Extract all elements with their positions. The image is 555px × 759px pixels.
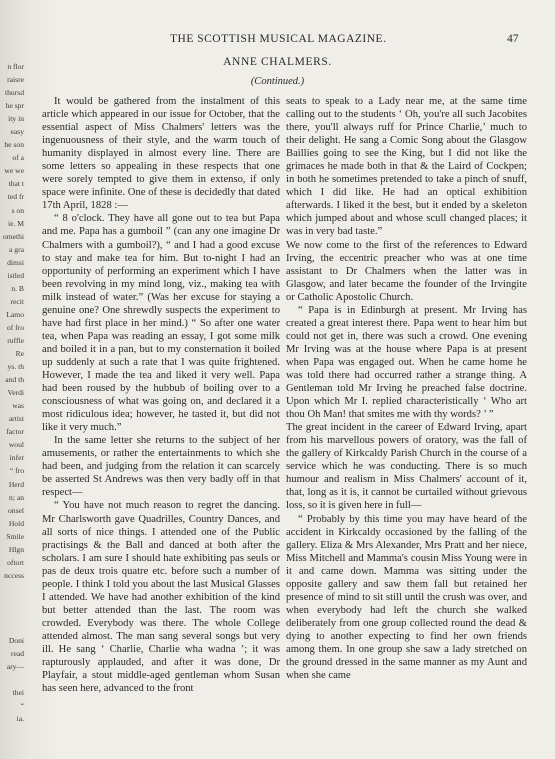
- gutter-fragment: [0, 621, 24, 634]
- gutter-fragment: ys. th: [7, 362, 24, 372]
- gutter-fragment: [0, 608, 24, 621]
- gutter-fragment: of fro: [6, 322, 24, 332]
- paragraph: It would be gathered from the instalment of this article which appeared in our issue for October, that the essential aspect of Miss Chalmers' letters was the ingenuousness of their style, and the warm touch of humanity displayed in almost every line. There are some letters so appealing in these respects that one were sorely tempted to give them in extenso, if only space were infinite. One of these is decidedly that dated 17th April, 1828 :—: [42, 96, 280, 212]
- gutter-fragment: of a: [12, 153, 24, 163]
- gutter-fragment: n. B: [11, 283, 24, 293]
- paragraph: In the same letter she returns to the subject of her amusements, or rather the entertainments to which she had been, and judging from the relation it can scarcely be asserted St Andrews was then very badly off in that respect—: [42, 435, 280, 499]
- continued-note: (Continued.): [250, 76, 305, 87]
- paragraph: “ You have not much reason to regret the dancing. Mr Charlsworth gave Quadrilles, Country Dances, and all sorts of nice things. I attended one of the Public practisings & the Ball and danced at both after the scholars. I am sure I should hate exhibiting pas seuls or pas de deux trois quatre etc. before such a number of people. I think I told you about the last Musical Glasses I attended. We have had another exhibition of the kind but better attended than the last. The room was crowded. Everybody was there. The whole College attended almost. The man sang several songs but very ill. He sang ‘ Charlie, Charlie wha wadna ’; it was rapturously applauded, and after it was done, Dr Playfair, a stout middle-aged gentleman whom Susan has seen here, advanced to the front: [42, 500, 280, 695]
- gutter-fragment: ie. M: [7, 218, 24, 228]
- gutter-fragment: that t: [8, 179, 24, 189]
- paragraph: We now come to the first of the references to Edward Irving, the eccentric preacher who was at one time assistant to Dr Chalmers when the latter was in Glasgow, and later became the founder of the Irvingite or Catholic Apostolic Church.: [286, 239, 527, 303]
- gutter-fragment: infer: [9, 453, 24, 463]
- gutter-fragment: a gra: [9, 244, 24, 254]
- gutter-fragment: “: [20, 701, 24, 711]
- paragraph: seats to speak to a Lady near me, at the same time calling out to the students ‘ Oh, you're all such Jacobites there, you'll always ruff for Prince Charlie,’ much to their delight. He sang a Comic Song about the Glasgow Baillies going to see the King, but I did not like the grimaces he made both in that & the Laird of Cockpen; in both he sometimes pretended to take a pinch of snuff, which I did like. He had an optical exhibition afterwards. I liked it the best, but it ended by a skeleton which jumped about and whose scull changed places; it was in very bad taste.”: [286, 96, 527, 238]
- gutter-fragment: we we: [4, 166, 24, 176]
- gutter-fragment: omethi: [2, 231, 24, 241]
- gutter-fragment: Lamo: [6, 309, 24, 319]
- gutter-fragment: nccess: [4, 570, 24, 580]
- gutter-fragment: Hlgn: [8, 544, 24, 554]
- gutter-fragment: and th: [5, 375, 24, 385]
- gutter-fragment: woul: [8, 440, 24, 450]
- gutter-fragment: thei: [12, 688, 24, 698]
- gutter-fragment: ruffle: [7, 335, 24, 345]
- gutter-fragment: ia.: [16, 714, 24, 724]
- gutter-fragment: ity in: [8, 114, 24, 124]
- gutter-fragment: [0, 595, 24, 608]
- paragraph: “ Papa is in Edinburgh at present. Mr Irving has created a great interest there. Papa went to hear him but could not get in, there was such a crowd. One evening Mr Irving was at the house where Papa is at present when Papa was engaged out. When he came home he was told there had occurred rather a strange thing. A Gentleman told Mr Irving he preached false doctrine. Upon which Mr I. replied characteristically ‘ Who art thou Oh Man! that smites me with thy words? ’ ”: [286, 304, 527, 421]
- gutter-fragment: dimsi: [7, 257, 24, 267]
- gutter-fragment: Herd: [8, 479, 24, 489]
- paragraph: “ Probably by this time you may have heard of the accident in Kirkcaldy occasioned by the falling of the gallery. Eliza & Mrs Alexander, Mrs Pratt and her niece, Miss Mitchell and Mamma's cousin Miss Young were in it and came down. Mamma was sitting under the opposite gallery and saw them fall but retained her presence of mind to sit still until the crush was over, and when everybody had left the church she walked deliberately from one group collected round the dead & dying to another expecting to find her own friends among them. In one group she saw a lady stretched on the ground dressed in the same manner as my Aunt and when she came: [286, 513, 527, 682]
- gutter-fragment: Smile: [6, 531, 24, 541]
- left-column: [42, 95, 280, 745]
- gutter-fragment: recit: [10, 296, 24, 306]
- paragraph: “ 8 o'clock. They have all gone out to tea but Papa and me. Papa has a gumboil ” (can any one imagine Dr Chalmers with a gumboil?), “ and I had a good excuse to stay and make tea for him. But to-night I had an opportunity of performing an experiment which I have been revolving in my mind long, viz., making tea with milk instead of water.” (Was her excuse for staying a genuine one? One shrewdly suspects the experiment to have had first place in her mind.) “ So after one water tea, when Papa was reading an essay, I got some milk and boiled it in a pan, but to my consternation it boiled up suddenly at such a rate that I was quite frightened. However, I made the tea and liked it very well. Papa had been roused by the hubbub of boiling over to a consciousness of what was going on, and declared it a most ridiculous idea; however, he tasted it, but did not like it very much.”: [42, 213, 280, 434]
- article-title: ANNE CHALMERS.: [223, 56, 332, 68]
- gutter-fragment: oftort: [7, 557, 24, 567]
- gutter-fragment: he spr: [5, 101, 24, 111]
- gutter-fragment: factor: [6, 427, 24, 437]
- gutter-fragment: read: [10, 649, 24, 659]
- gutter-fragment: Doni: [8, 636, 24, 646]
- gutter-fragment: “ fro: [9, 466, 24, 476]
- gutter-fragment: artist: [8, 414, 24, 424]
- gutter-fragment: thursd: [5, 88, 24, 98]
- gutter-fragment: Re: [15, 349, 24, 359]
- gutter-fragment: raisre: [7, 75, 24, 85]
- gutter-fragment: easy: [10, 127, 24, 137]
- paragraph: The great incident in the career of Edward Irving, apart from his marvellous powers of oratory, was the fall of the gallery of Kirkcaldy Parish Church in the course of a service which he was conducting. There is so much humour and realism in Miss Chalmers' account of it, that, long as it is, it cannot be curtailed without grievous loss, so it is given here in full—: [286, 422, 527, 512]
- gutter-fragment: onsel: [7, 505, 24, 515]
- gutter-fragment: Verdi: [7, 388, 24, 398]
- gutter-fragment: n flor: [7, 62, 24, 71]
- adjacent-page-gutter: [0, 60, 24, 724]
- gutter-fragment: he son: [4, 140, 24, 150]
- gutter-fragment: ted fr: [7, 192, 24, 202]
- page-header: [0, 33, 555, 49]
- gutter-fragment: n; an: [9, 492, 24, 502]
- gutter-fragment: [0, 582, 24, 595]
- gutter-fragment: istled: [7, 270, 24, 280]
- gutter-fragment: [0, 673, 24, 686]
- page-number: 47: [507, 33, 519, 45]
- gutter-fragment: Hold: [8, 518, 24, 528]
- right-column: [286, 95, 527, 745]
- running-title: THE SCOTTISH MUSICAL MAGAZINE.: [170, 33, 387, 45]
- gutter-fragment: was: [12, 401, 24, 411]
- gutter-fragment: ary—: [6, 662, 24, 672]
- gutter-fragment: s on: [11, 205, 24, 215]
